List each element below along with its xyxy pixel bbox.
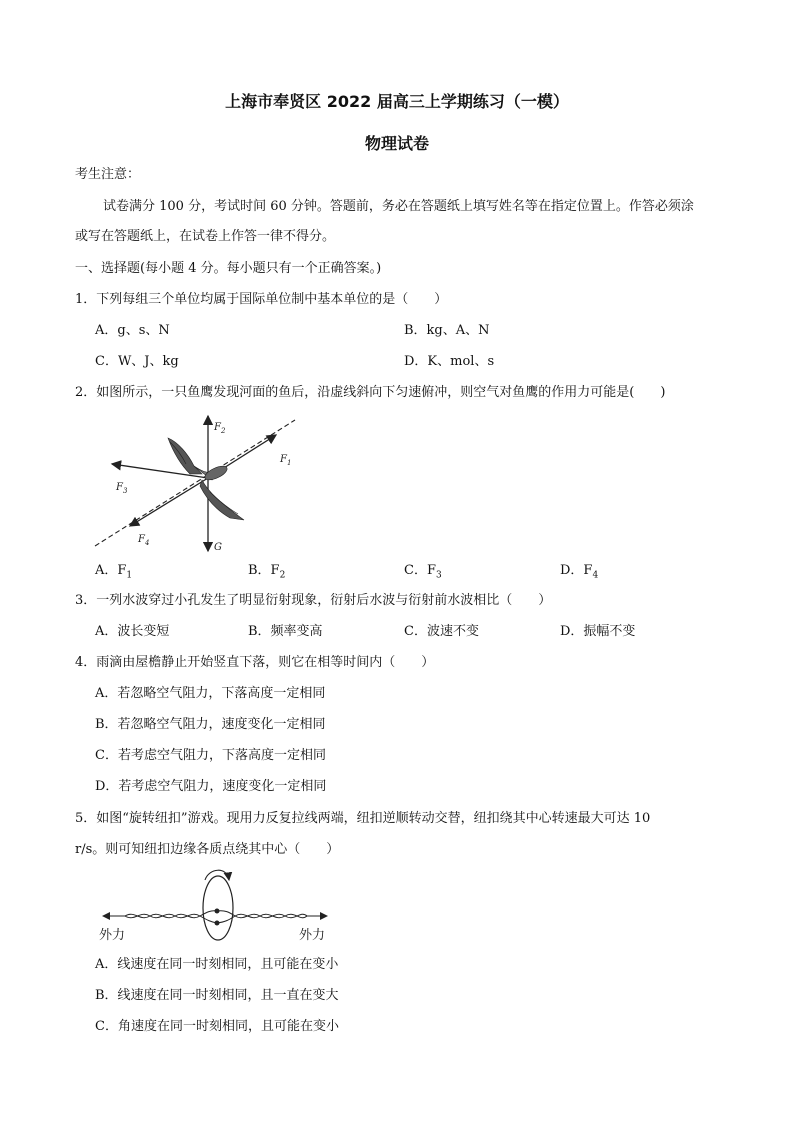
g-label: G	[214, 542, 222, 553]
q4-stem: 4．雨滴由屋檐静止开始竖直下落，则它在相等时间内（ ）	[75, 655, 435, 670]
q5-button-spinner-diagram	[95, 866, 335, 946]
q1-stem: 1．下列每组三个单位均属于国际单位制中基本单位的是（ ）	[75, 292, 448, 307]
exam-subtitle: 物理试卷	[364, 134, 429, 153]
f4-arrow	[130, 478, 208, 526]
f2-label: $F_2$	[214, 422, 226, 435]
f4-label: $F_4$	[138, 534, 150, 547]
exam-title: 上海市奉贤区 2022 届高三上学期练习（一模）	[225, 92, 569, 111]
q4-option-d: D．若考虑空气阻力，速度变化一定相同	[95, 779, 327, 794]
q1-option-b: B．kg、A、N	[404, 323, 490, 338]
q1-option-a: A．g、s、N	[95, 323, 170, 338]
rotation-arrow-icon	[205, 870, 229, 880]
q4-option-b: B．若忽略空气阻力，速度变化一定相同	[95, 717, 326, 732]
notice-line-2: 或写在答题纸上，在试卷上作答一律不得分。	[75, 229, 336, 244]
q4-option-a: A．若忽略空气阻力，下落高度一定相同	[95, 686, 326, 701]
q5-stem-line-2: r/s。则可知纽扣边缘各质点绕其中心（ ）	[75, 842, 340, 857]
section-heading: 一、选择题(每小题 4 分。每小题只有一个正确答案。)	[75, 261, 382, 276]
q2-osprey-force-diagram	[90, 408, 305, 558]
notice-line-1: 试卷满分 100 分，考试时间 60 分钟。答题前，务必在答题纸上填写姓名等在指定位置上。作答必须涂	[103, 199, 694, 214]
q1-option-d: D．K、mol、s	[404, 354, 495, 369]
q3-option-a: A．波长变短	[95, 624, 170, 639]
dive-path-line	[95, 420, 295, 546]
q5-option-b: B．线速度在同一时刻相同，且一直在变大	[95, 988, 339, 1003]
q4-option-c: C．若考虑空气阻力，下落高度一定相同	[95, 748, 326, 763]
q2-stem: 2．如图所示，一只鱼鹰发现河面的鱼后，沿虚线斜向下匀速俯冲，则空气对鱼鹰的作用力可能是( )	[75, 385, 666, 400]
q5-stem-line-1: 5．如图“旋转纽扣”游戏。现用力反复拉线两端，纽扣逆顺转动交替，纽扣绕其中心转速最大可达 10	[75, 811, 651, 826]
q3-stem: 3．一列水波穿过小孔发生了明显衍射现象，衍射后水波与衍射前水波相比（ ）	[75, 593, 552, 608]
q3-option-b: B．频率变高	[248, 624, 323, 639]
q5-option-a: A．线速度在同一时刻相同，且可能在变小	[95, 957, 339, 972]
f1-label: $F_1$	[280, 454, 292, 467]
notice-heading: 考生注意：	[75, 167, 141, 182]
q5-option-c: C．角速度在同一时刻相同，且可能在变小	[95, 1019, 339, 1034]
button-disc	[203, 876, 233, 940]
right-force-label: 外力	[299, 928, 326, 943]
q3-option-d: D．振幅不变	[560, 624, 636, 639]
q2-option-b: B．$F_2$	[248, 563, 286, 581]
q2-option-d: D．$F_4$	[560, 563, 599, 581]
q2-option-c: C．$F_3$	[404, 563, 442, 581]
q3-option-c: C．波速不变	[404, 624, 479, 639]
osprey-bird-icon	[168, 438, 244, 520]
q1-option-c: C．W、J、kg	[95, 354, 179, 369]
left-force-label: 外力	[99, 928, 126, 943]
f3-label: $F_3$	[116, 482, 128, 495]
q2-option-a: A．$F_1$	[95, 563, 133, 581]
